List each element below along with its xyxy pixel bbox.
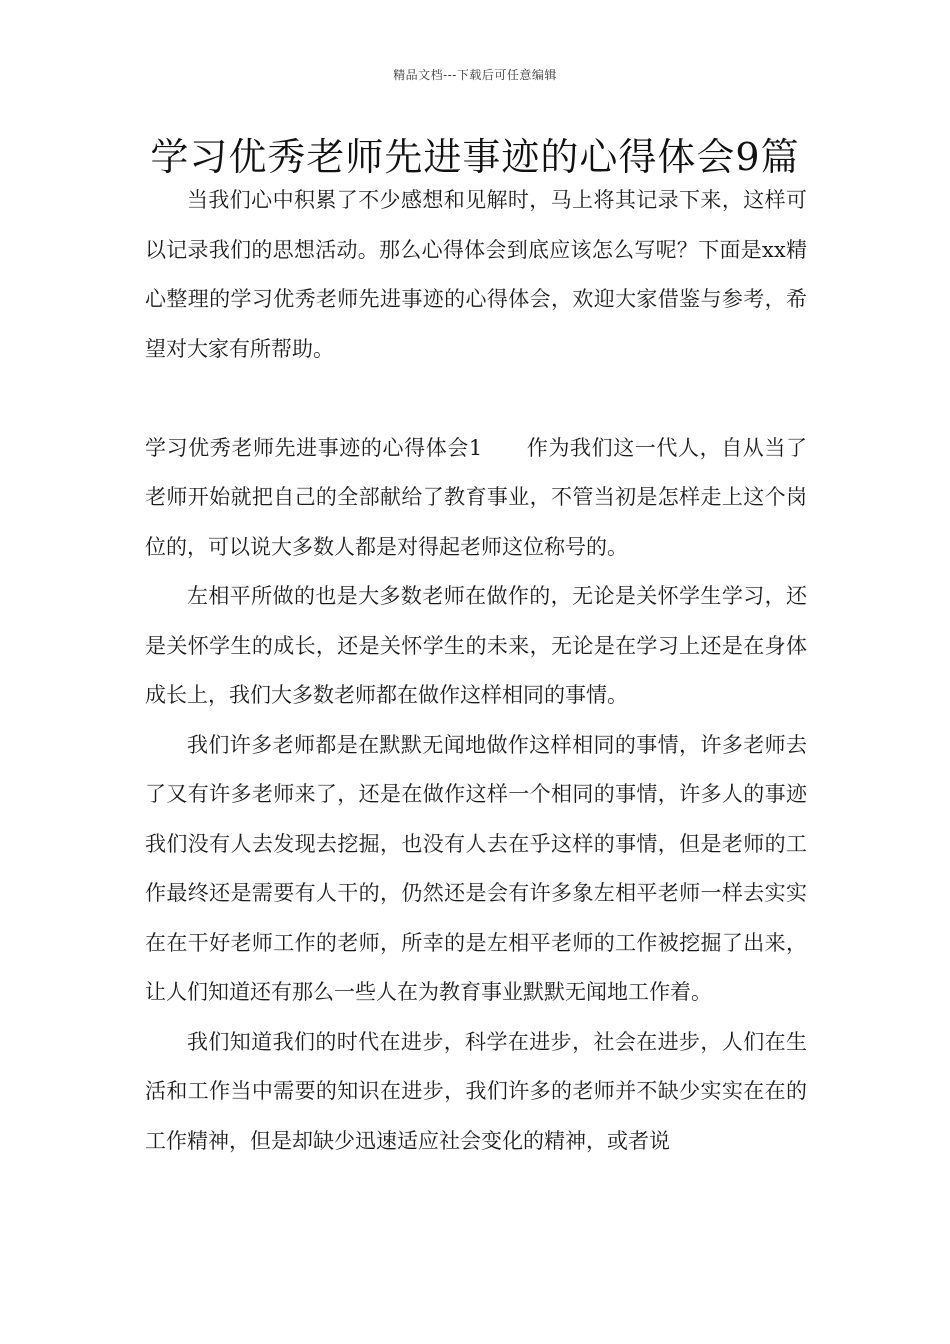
document-body bbox=[145, 176, 807, 1166]
section-1-paragraph-3: 我们许多老师都是在默默无闻地做作这样相同的事情，许多老师去了又有许多老师来了，还是在做作这样一个相同的事情，许多人的事迹我们没有人去发现去挖掘，也没有人去在乎这样的事情，但是老师的工作最终还是需要有人干的，仍然还是会有许多象左相平老师一样去实实在在干好老师工作的老师，所幸的是左相平老师的工作被挖掘了出来，让人们知道还有那么一些人在为教育事业默默无闻地工作着。 bbox=[145, 732, 807, 1004]
header-note: 精品文档---下载后可任意编辑 bbox=[393, 68, 557, 82]
section-1-first-paragraph-text: 作为我们这一代人，自从当了老师开始就把自己的全部献给了教育事业，不管当初是怎样走上这个岗位的，可以说大多数人都是对得起老师这位称号的。 bbox=[145, 435, 807, 559]
intro-paragraph: 当我们心中积累了不少感想和见解时，马上将其记录下来，这样可以记录我们的思想活动。那么心得体会到底应该怎么写呢？下面是xx精心整理的学习优秀老师先进事迹的心得体会，欢迎大家借鉴与参考，希望对大家有所帮助。 bbox=[145, 188, 807, 361]
section-1-heading: 学习优秀老师先进事迹的心得体会1 bbox=[145, 435, 483, 460]
section-1-first-paragraph bbox=[145, 424, 807, 573]
section-1-paragraph-2: 左相平所做的也是大多数老师在做作的，无论是关怀学生学习，还是关怀学生的成长，还是关怀学生的未来，无论是在学习上还是在身体成长上，我们大多数老师都在做作这样相同的事情。 bbox=[145, 584, 807, 707]
section-1-paragraph-4: 我们知道我们的时代在进步，科学在进步，社会在进步，人们在生活和工作当中需要的知识在进步，我们许多的老师并不缺少实实在在的工作精神，但是却缺少迅速适应社会变化的精神，或者说 bbox=[145, 1029, 807, 1153]
document-title: 学习优秀老师先进事迹的心得体会9篇 bbox=[150, 135, 800, 179]
